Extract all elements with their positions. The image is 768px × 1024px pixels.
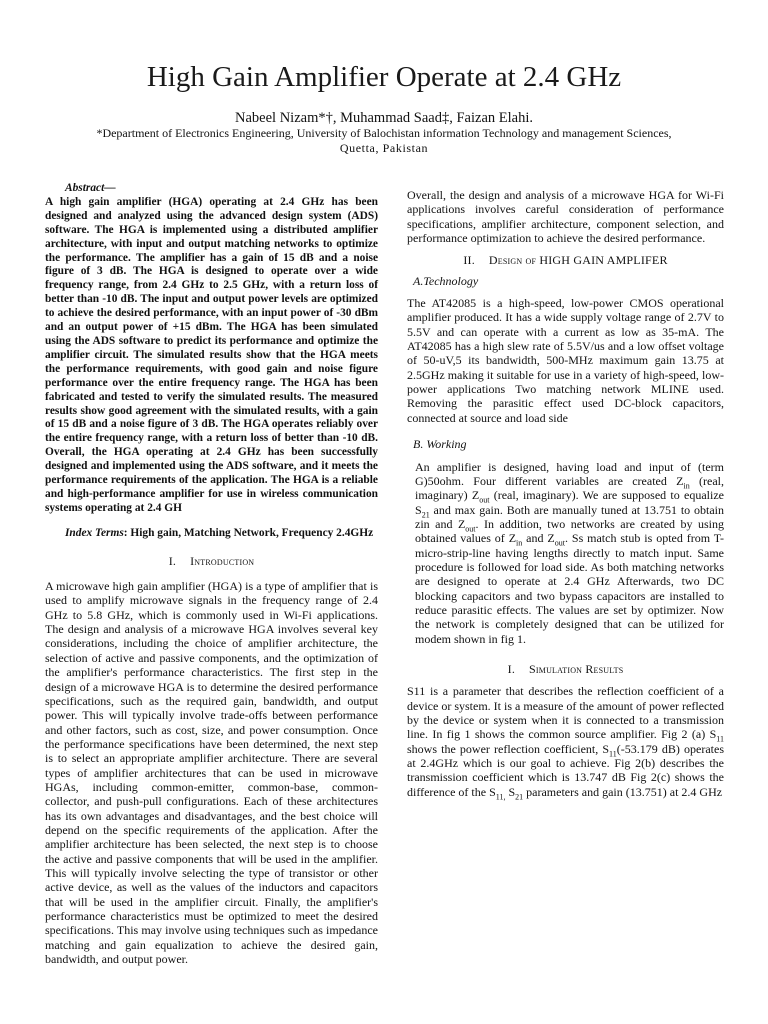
abstract-heading: Abstract—	[65, 182, 116, 194]
paper-title: High Gain Amplifier Operate at 2.4 GHz	[146, 61, 622, 93]
index-terms-text: : High gain, Matching Network, Frequency 2.4GHz	[123, 526, 374, 539]
right-column	[407, 188, 725, 802]
introduction-text: A microwave high gain amplifier (HGA) is a type of amplifier that is used to amplify microwave signals in the frequency range of 2.4 GHz to 5.8 GHz, which is commonly used in Wi-Fi applications. The design and analysis of a microwave HGA involves several key considerations, including the choice of amplifier architecture, the selection of active and passive components, and the optimization of the amplifier's performance characteristics. The first step in the design of a microwave HGA is to determine the desired performance specifications, such as the required gain, bandwidth, and output power. This will typically involve trade-offs between performance and other factors, such as cost, size, and power consumption. Once the performance specifications have been determined, the next step is to select an appropriate amplifier architecture. There are several types of amplifier architectures that can be used in microwave HGAs, including common-emitter, common-base, common-collector, and push-pull configurations. Each of these architectures has its own advantages and disadvantages, and the best choice will depend on the specific requirements of the application. After the amplifier architecture has been selected, the next step is to choose the active and passive components that will be used in the amplifier. This will typically involve selecting the type of transistor or other active device, as well as the values of the inductors and capacitors that will be used in the amplifier circuit. Finally, the amplifier's performance characteristics must be optimized to meet the desired specifications. This may involve using techniques such as impedance matching and gain equalization to achieve the desired gain, bandwidth, and output power.	[45, 579, 378, 967]
section-title-rest: HIGH GAIN AMPLIFER	[539, 253, 668, 268]
affiliation-line-1: *Department of Electronics Engineering, University of Balochistan information Technology and management Sciences,	[96, 126, 672, 140]
subsection-heading-working: B. Working	[413, 437, 467, 452]
affiliation-line-2: Quetta, Pakistan	[339, 140, 429, 155]
index-terms	[45, 526, 378, 540]
section-heading-results	[407, 662, 724, 676]
introduction-continued-text: Overall, the design and analysis of a microwave HGA for Wi-Fi applications involves careful consideration of performance specifications, amplifier architecture, component selection, and performance optimization to achieve the desired performance.	[407, 188, 724, 246]
left-column	[45, 182, 378, 966]
subsection-heading-technology: A.Technology	[413, 273, 479, 288]
index-terms-label: Index Terms	[65, 526, 124, 539]
section-title: Introduction	[190, 553, 255, 568]
section-number: I.	[507, 661, 516, 676]
section-title: Simulation Results	[529, 661, 624, 676]
abstract-text: A high gain amplifier (HGA) operating at 2.4 GHz has been designed and analyzed using the advanced design system (ADS) software. The HGA is implemented using a distributed amplifier architecture, with input and output matching networks to optimize the performance. The amplifier has a gain of 15 dB and a noise figure of 3 dB. The HGA is designed to operate over a wide frequency range, from 2.4 GHz to 2.5 GHz, with a return loss of better than -10 dB. The input and output power levels are optimized to achieve the desired performance, with an input power of -30 dBm and an output power of +15 dBm. The HGA has been simulated using the ADS software to predict its performance and optimize the amplifier circuit. The simulated results show that the HGA meets the performance requirements, with good gain and noise figure performance over the entire frequency range. The HGA has been fabricated and tested to verify the simulated results. The measured results show good agreement with the simulated results, with a gain of 15 dB and a noise figure of 3 dB. The HGA operates reliably over the entire frequency range, with a return loss of better than -10 dB. Overall, the HGA operating at 2.4 GHz has been successfully designed and implemented using the ADS software, and it meets the performance requirements of the application. The HGA is a reliable and high-performance amplifier for use in wireless communication systems operating at 2.4 GH	[45, 195, 378, 514]
technology-text: The AT42085 is a high-speed, low-power CMOS operational amplifier produced. It has a wide supply voltage range of 2.7V to 5.5V and can operate with a current as low as 35-mA. The AT42085 has a high slew rate of 5.5V/us and a low offset voltage of 50-uV,5 its bandwidth, 500-MHz maximum gain 13.75 at 2.5GHz making it suitable for use in a variety of high-speed, low-power applications Two matching network MLINE used. Removing the parasitic effect used DC-block capacitors, connected at source and load side	[407, 296, 724, 425]
working-text: An amplifier is designed, having load and input of (term G)50ohm. Four different variables are created $Z_{in}$ (real, imaginary) $Z_{out}$ (real, imaginary). We are supposed to equalize $S_{21}$ and max gain. Both are manually tuned at 13.751 to obtain zin and $Z_{out}$. In addition, two networks are created by using obtained values of $Z_{in}$ and $Z_{out}$. Ss match stub is opted from T-micro-strip-line having lengths directly to match input. Same procedure is followed for load side. As both matching networks are designed to operate at 2.4 GHz Afterwards, two DC blocking capacitors and two bypass capacitors are installed to reduce parasitic effects. The values are set by optimizer. Now the network is completely designed that can be utilized for modem shown in fig 1.	[415, 459, 725, 646]
results-text: S11 is a parameter that describes the reflection coefficient of a device or system. It is a measure of the amount of power reflected by the device or system when it is connected to a transmission line. In fig 1 shows the common source amplifier. Fig 2 (a) $S_{11}$ shows the power reflection coefficient, $S_{11}(-53.179$ dB) operates at 2.4GHz which is our goal to achieve. Fig 2(b) describes the transmission coefficient which is 13.747 dB Fig 2(c) shows the difference of the $S_{11,}$ $S_{21}$ parameters and gain (13.751) at 2.4 GHz	[407, 684, 724, 802]
section-title-prefix: Design of	[488, 253, 537, 268]
section-heading-introduction	[45, 554, 378, 568]
section-number: I.	[168, 553, 177, 568]
section-number: II.	[463, 253, 475, 268]
section-heading-design	[407, 253, 724, 267]
affiliation	[40, 126, 728, 155]
author-list: Nabeel Nizam*†, Muhammad Saad‡, Faizan Elahi.	[235, 110, 533, 126]
